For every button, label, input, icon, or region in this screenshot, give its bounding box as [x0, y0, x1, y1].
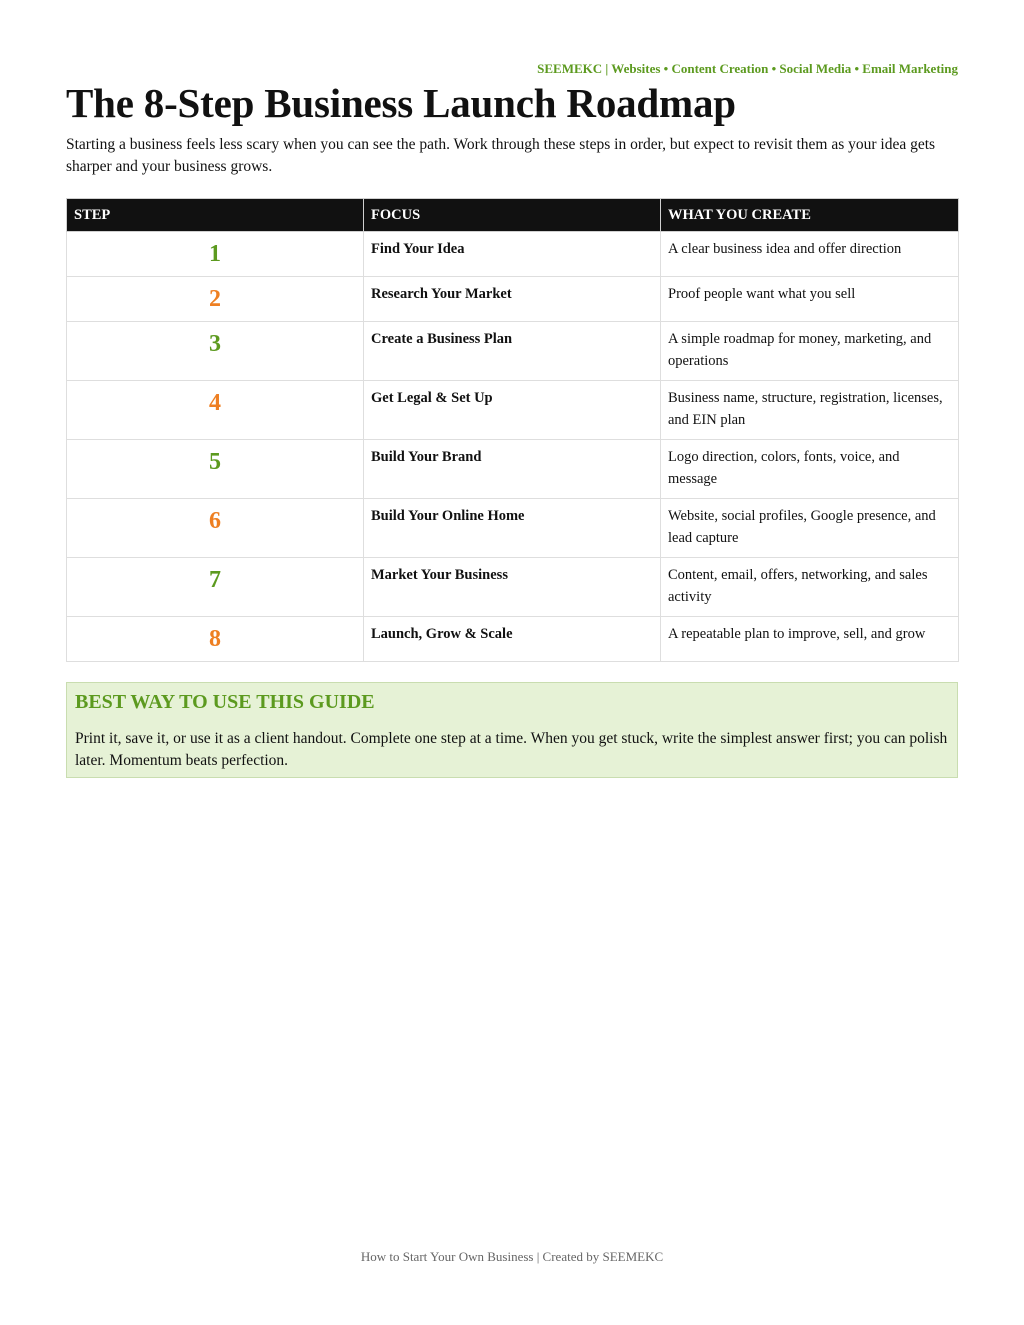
table-row	[67, 617, 959, 662]
step-number: 3	[67, 322, 364, 381]
step-focus: Launch, Grow & Scale	[364, 617, 661, 662]
roadmap-table	[66, 198, 959, 662]
page-footer: How to Start Your Own Business | Created by SEEMEKC	[360, 1249, 664, 1264]
step-deliverable: Proof people want what you sell	[661, 277, 959, 322]
step-focus: Get Legal & Set Up	[364, 381, 661, 440]
step-deliverable: A clear business idea and offer direction	[661, 232, 959, 277]
table-row	[67, 277, 959, 322]
step-focus: Build Your Brand	[364, 440, 661, 499]
step-focus: Find Your Idea	[364, 232, 661, 277]
step-deliverable: A simple roadmap for money, marketing, and operations	[661, 322, 959, 381]
guide-title: BEST WAY TO USE THIS GUIDE	[75, 691, 375, 713]
usage-guide-box	[66, 682, 958, 778]
table-row	[67, 499, 959, 558]
step-number: 1	[67, 232, 364, 277]
brand-tagline: SEEMEKC | Websites • Content Creation • Social Media • Email Marketing	[537, 61, 958, 76]
table-header-row	[67, 199, 959, 232]
table-row	[67, 558, 959, 617]
column-header-what-you-create: WHAT YOU CREATE	[661, 199, 959, 232]
step-number: 2	[67, 277, 364, 322]
step-focus: Create a Business Plan	[364, 322, 661, 381]
column-header-focus: FOCUS	[364, 199, 661, 232]
table-row	[67, 232, 959, 277]
step-deliverable: A repeatable plan to improve, sell, and grow	[661, 617, 959, 662]
step-number: 5	[67, 440, 364, 499]
table-row	[67, 381, 959, 440]
step-focus: Build Your Online Home	[364, 499, 661, 558]
step-focus: Research Your Market	[364, 277, 661, 322]
step-deliverable: Business name, structure, registration, licenses, and EIN plan	[661, 381, 959, 440]
intro-paragraph: Starting a business feels less scary when you can see the path. Work through these steps in order, but expect to revisit them as your idea gets sharper and your business grows.	[66, 136, 936, 175]
document-page	[66, 60, 958, 778]
column-header-step: STEP	[67, 199, 364, 232]
step-focus: Market Your Business	[364, 558, 661, 617]
page-title: The 8-Step Business Launch Roadmap	[66, 80, 736, 126]
step-deliverable: Content, email, offers, networking, and sales activity	[661, 558, 959, 617]
step-deliverable: Website, social profiles, Google presence, and lead capture	[661, 499, 959, 558]
step-deliverable: Logo direction, colors, fonts, voice, and message	[661, 440, 959, 499]
step-number: 6	[67, 499, 364, 558]
table-row	[67, 440, 959, 499]
table-row	[67, 322, 959, 381]
step-number: 8	[67, 617, 364, 662]
step-number: 7	[67, 558, 364, 617]
step-number: 4	[67, 381, 364, 440]
guide-text: Print it, save it, or use it as a client handout. Complete one step at a time. When you get stuck, write the simplest answer first; you can polish later. Momentum beats perfection.	[75, 730, 948, 769]
